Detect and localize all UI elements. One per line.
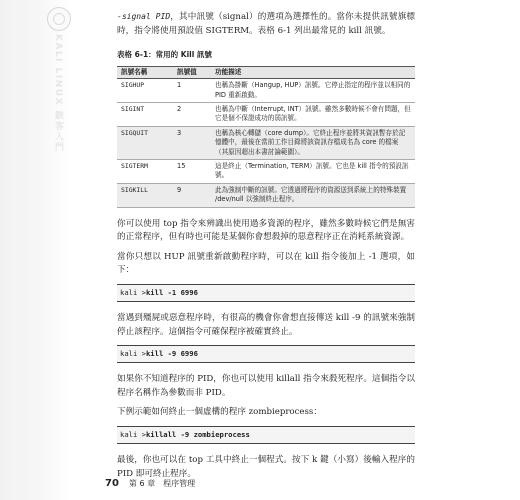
code-command: killall -9 zombieprocess [145, 430, 250, 439]
cell-desc: 這是終止（Termination, TERM）訊號。它也是 kill 指令的預設訊號。 [211, 160, 415, 184]
code-prompt: kali > [120, 349, 146, 359]
table-row [117, 79, 415, 103]
cell-name: SIGINT [117, 103, 173, 127]
table-row [117, 103, 415, 127]
signal-table [117, 66, 415, 208]
code-block-killall [117, 426, 415, 444]
code-command: kill -1 6996 [145, 288, 198, 298]
header-value: 訊號值 [173, 66, 211, 78]
header-desc: 功能描述 [211, 66, 415, 78]
paragraph-top: 你可以使用 top 指令來辨識出使用過多資源的程序，雖然多數時候它們是無害的正常程序，但有時也可能是某個你會想殺掉的惡意程序正在消耗系統資源。 [117, 218, 415, 243]
cell-desc: 也稱為核心轉儲（core dump）。它終止程序並將其資訊暫存於記憶體中，最後在當前工作目錄將該資訊存檔成名為 core 的檔案（其原因超出本書討論範圍）。 [211, 126, 415, 159]
table-row [117, 183, 415, 207]
emblem-icon [47, 7, 71, 31]
table-header-row [117, 66, 415, 78]
cell-desc: 也稱為掛斷（Hangup, HUP）訊號。它停止指定的程序並以相同的 PID 重新啟動。 [211, 79, 415, 103]
page-number: 70 [105, 478, 119, 489]
cell-value: 3 [173, 126, 211, 159]
cell-desc: 此為強制中斷的訊號。它透過將程序的資源送到系統上的特殊裝置 /dev/null 以強制終止程序。 [211, 183, 415, 207]
page-content [117, 10, 415, 487]
intro-paragraph [117, 10, 415, 38]
header-name: 訊號名稱 [117, 66, 173, 78]
cell-value: 9 [173, 183, 211, 207]
cell-name: SIGTERM [117, 160, 173, 184]
paragraph-hup: 當你只想以 HUP 訊號重新啟動程序時，可以在 kill 指令後加上 -1 選項，如下： [117, 251, 415, 276]
table-title: 表格 6-1：常用的 Kill 訊號 [117, 50, 212, 60]
sidebar-watermark: KALI LINUX 駭客入門 [53, 34, 63, 153]
table-row [117, 160, 415, 184]
cell-name: SIGHUP [117, 79, 173, 103]
page-footer [105, 478, 195, 489]
intro-code: -signal PID [117, 12, 171, 21]
page-sidebar [0, 0, 70, 500]
paragraph-zombie: 下例示範如何終止一個虛構的程序 zombieprocess： [117, 407, 322, 418]
intro-text: ，其中訊號（signal）的選項為選擇性的。當你未提供訊號旗標時，指令將使用預設值 SIGTERM。表格 6-1 列出最常見的 kill 訊號。 [117, 12, 415, 36]
cell-name: SIGKILL [117, 183, 173, 207]
table-row [117, 126, 415, 159]
cell-name: SIGQUIT [117, 126, 173, 159]
code-prompt: kali > [120, 288, 146, 298]
paragraph-killall: 如果你不知道程序的 PID，你也可以使用 killall 指令來殺死程序。這個指令以程序名稱作為參數而非 PID。 [117, 374, 415, 398]
code-prompt: kali > [120, 430, 146, 439]
code-block-kill-9 [117, 345, 415, 363]
cell-value: 15 [173, 160, 211, 184]
cell-value: 1 [173, 79, 211, 103]
cell-desc: 也稱為中斷（Interrupt, INT）訊號。雖然多數時候不會有問題，但它是個不保證成功的弱訊號。 [211, 103, 415, 127]
code-block-kill-1 [117, 284, 415, 302]
paragraph-top-kill: 最後，你也可以在 top 工具中終止一個程式。按下 k 鍵（小寫）後輸入程序的 PID 即可終止程序。 [117, 455, 415, 479]
cell-value: 2 [173, 103, 211, 127]
code-command: kill -9 6996 [145, 349, 198, 359]
paragraph-kill-9: 當遇到殭屍或惡意程序時，有很高的機會你會想直接傳送 kill -9 的訊號來強制停止該程序。這個指令可確保程序被確實終止。 [117, 313, 415, 337]
chapter-label: 第 6 章 程序管理 [128, 479, 196, 488]
